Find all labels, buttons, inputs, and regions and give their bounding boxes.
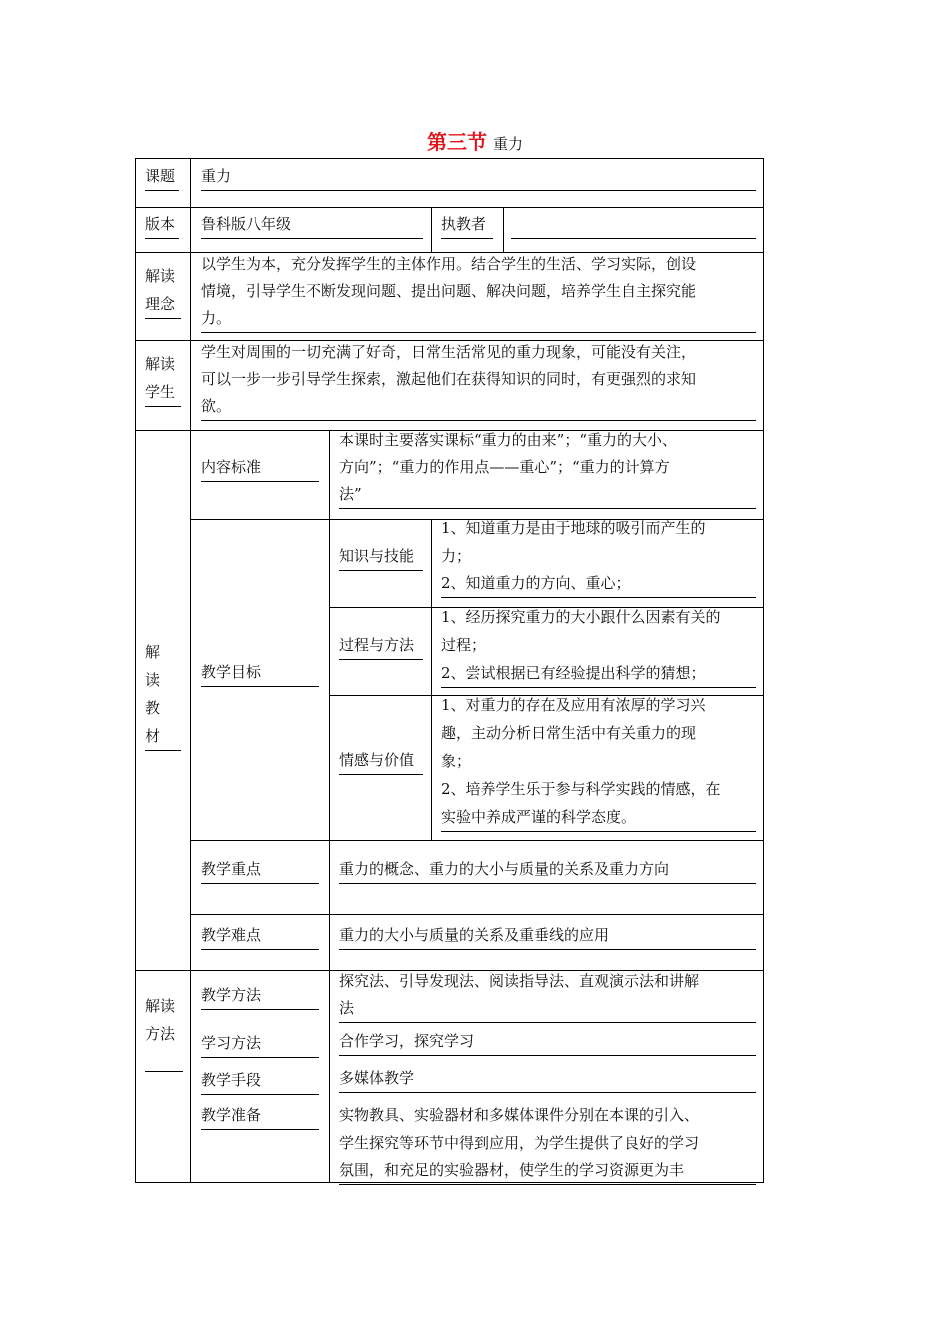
teacher-value bbox=[511, 210, 756, 239]
concept-line: 以学生为本，充分发挥学生的主体作用。结合学生的生活、学习实际，创设 bbox=[201, 255, 697, 273]
knowledge-line: 力； bbox=[441, 547, 472, 565]
students-label-2: 学生 bbox=[145, 378, 181, 407]
means-label: 教学手段 bbox=[201, 1066, 319, 1095]
methods-label-1: 解读 bbox=[145, 997, 176, 1015]
row-divider bbox=[190, 914, 764, 915]
teaching-method-line: 法 bbox=[339, 994, 756, 1023]
knowledge-line: 2、知道重力的方向、重心； bbox=[441, 569, 756, 598]
key-label: 教学重点 bbox=[201, 855, 319, 884]
edition-value: 鲁科版八年级 bbox=[201, 210, 423, 239]
teaching-method-line: 探究法、引导发现法、阅读指导法、直观演示法和讲解 bbox=[339, 972, 700, 990]
process-label: 过程与方法 bbox=[339, 631, 423, 660]
emotion-line: 2、培养学生乐于参与科学实践的情感，在 bbox=[441, 780, 721, 798]
teacher-label: 执教者 bbox=[441, 210, 493, 239]
prep-line: 氛围，和充足的实验器材，使学生的学习资源更为丰 bbox=[339, 1156, 756, 1185]
emotion-line: 趣，主动分析日常生活中有关重力的现 bbox=[441, 724, 697, 742]
col-divider bbox=[190, 158, 191, 1183]
prep-line: 实物教具、实验器材和多媒体课件分别在本课的引入、 bbox=[339, 1106, 700, 1124]
emotion-line: 实验中养成严谨的科学态度。 bbox=[441, 803, 756, 832]
methods-label-2: 方法 bbox=[145, 1025, 176, 1043]
learning-method-label: 学习方法 bbox=[201, 1029, 319, 1058]
concept-label-2: 理念 bbox=[145, 290, 181, 319]
row-divider bbox=[135, 207, 764, 208]
emotion-label: 情感与价值 bbox=[339, 746, 423, 775]
students-line: 欲。 bbox=[201, 392, 756, 421]
topic-value: 重力 bbox=[201, 162, 756, 191]
material-label-char: 解 bbox=[145, 643, 161, 661]
col-divider bbox=[431, 207, 432, 252]
difficult-label: 教学难点 bbox=[201, 921, 319, 950]
standard-label: 内容标准 bbox=[201, 453, 319, 482]
standard-line: 法” bbox=[339, 480, 756, 509]
key-value: 重力的概念、重力的大小与质量的关系及重力方向 bbox=[339, 855, 756, 884]
col-divider bbox=[503, 207, 504, 252]
means-value: 多媒体教学 bbox=[339, 1064, 756, 1093]
methods-label-rule bbox=[145, 1071, 183, 1072]
prep-label: 教学准备 bbox=[201, 1101, 319, 1130]
difficult-value: 重力的大小与质量的关系及重垂线的应用 bbox=[339, 921, 756, 950]
students-line: 可以一步一步引导学生探索，激起他们在获得知识的同时，有更强烈的求知 bbox=[201, 370, 697, 388]
process-line: 过程； bbox=[441, 636, 487, 654]
teaching-method-label: 教学方法 bbox=[201, 981, 319, 1010]
knowledge-label: 知识与技能 bbox=[339, 542, 423, 571]
standard-line: 本课时主要落实课标“重力的由来”；“重力的大小、 bbox=[339, 431, 678, 449]
emotion-line: 1、对重力的存在及应用有浓厚的学习兴 bbox=[441, 696, 706, 714]
col-divider bbox=[329, 430, 330, 1183]
page-title bbox=[0, 126, 950, 155]
concept-line: 力。 bbox=[201, 304, 756, 333]
students-line: 学生对周围的一切充满了好奇，日常生活常见的重力现象，可能没有关注， bbox=[201, 343, 697, 361]
section-number: 第三节 bbox=[426, 130, 487, 154]
col-divider bbox=[431, 519, 432, 840]
process-line: 2、尝试根据已有经验提出科学的猜想； bbox=[441, 659, 756, 688]
process-line: 1、经历探究重力的大小跟什么因素有关的 bbox=[441, 608, 721, 626]
knowledge-line: 1、知道重力是由于地球的吸引而产生的 bbox=[441, 519, 706, 537]
section-subject: 重力 bbox=[492, 135, 523, 153]
emotion-line: 象； bbox=[441, 752, 472, 770]
concept-label-1: 解读 bbox=[145, 267, 176, 285]
prep-line: 学生探究等环节中得到应用，为学生提供了良好的学习 bbox=[339, 1134, 700, 1152]
concept-line: 情境，引导学生不断发现问题、提出问题、解决问题，培养学生自主探究能 bbox=[201, 282, 697, 300]
edition-label: 版本 bbox=[145, 210, 179, 239]
standard-line: 方向”；“重力的作用点——重心”；“重力的计算方 bbox=[339, 458, 670, 476]
row-divider bbox=[190, 840, 764, 841]
goals-label: 教学目标 bbox=[201, 658, 319, 687]
topic-label: 课题 bbox=[145, 162, 179, 191]
material-label-char: 材 bbox=[145, 722, 181, 751]
material-label-char: 读 bbox=[145, 671, 161, 689]
material-label-char: 教 bbox=[145, 699, 161, 717]
learning-method-value: 合作学习，探究学习 bbox=[339, 1027, 756, 1056]
students-label-1: 解读 bbox=[145, 355, 176, 373]
